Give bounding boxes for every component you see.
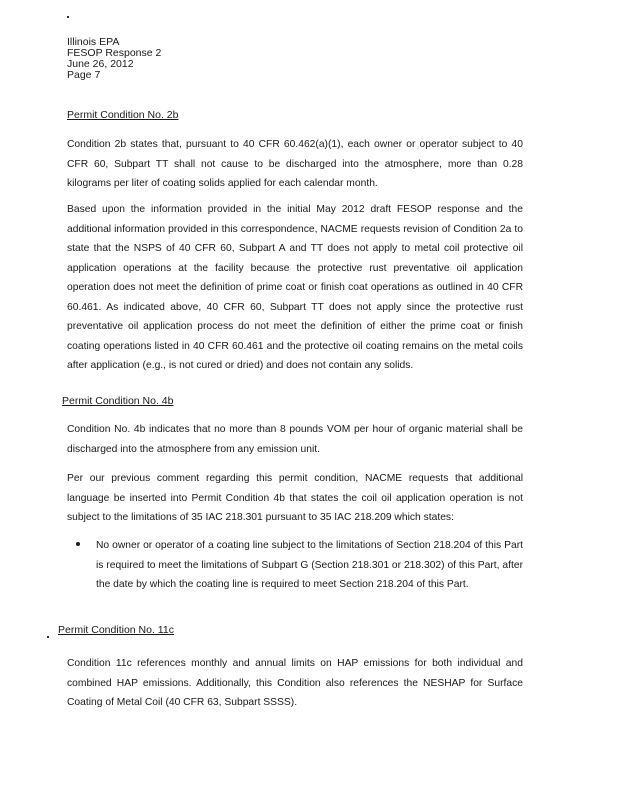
scan-speck <box>67 16 69 18</box>
bullet-icon <box>76 542 80 546</box>
paragraph-11c-summary: Condition 11c references monthly and annual limits on HAP emissions for both individual and combined HAP emissions. Additionally, this Condition also references the NESHAP for Surface Coating of Metal Coil (40 CFR 63, Subpart SSSS). <box>67 658 523 708</box>
letter-header <box>67 37 161 81</box>
paragraph-2b-request: Based upon the information provided in the initial May 2012 draft FESOP response and the additional information provided in this correspondence, NACME requests revision of Condition 2a to state that the NSPS of 40 CFR 60, Subpart A and TT does not apply to metal coil protective oil application operations at the facility because the protective rust preventative oil application operation does not meet the definition of prime coat or finish coat operations as outlined in 40 CFR 60.461. As indicated above, 40 CFR 60, Subpart TT does not apply since the protective rust preventative oil application process do not meet the definition of either the prime coat or finish coating operations listed in 40 CFR 60.461 and the protective oil coating remains on the metal coils after application (e.g., is not cured or dried) and does not contain any solids. <box>67 204 523 371</box>
section-heading-2b: Permit Condition No. 2b <box>67 109 179 121</box>
header-page-number: Page 7 <box>67 69 101 81</box>
header-date: June 26, 2012 <box>67 58 134 70</box>
scan-speck <box>47 636 49 638</box>
section-heading-11c: Permit Condition No. 11c <box>58 624 174 636</box>
paragraph-4b-request: Per our previous comment regarding this permit condition, NACME requests that additional language be inserted into Permit Condition 4b that states the coil oil application operation is not subject to the limitations of 35 IAC 218.301 pursuant to 35 IAC 218.209 which states: <box>67 473 523 523</box>
header-agency: Illinois EPA <box>67 36 120 48</box>
paragraph-4b-summary: Condition No. 4b indicates that no more than 8 pounds VOM per hour of organic material shall be discharged into the atmosphere from any emission unit. <box>67 424 523 455</box>
header-subject: FESOP Response 2 <box>67 47 162 59</box>
section-heading-4b: Permit Condition No. 4b <box>62 395 174 407</box>
bullet-item <box>76 536 523 595</box>
paragraph-2b-summary: Condition 2b states that, pursuant to 40 CFR 60.462(a)(1), each owner or operator subject to 40 CFR 60, Subpart TT shall not cause to be discharged into the atmosphere, more than 0.28 kilograms per liter of coating solids applied for each calendar month. <box>67 139 523 189</box>
bullet-quote-text: No owner or operator of a coating line subject to the limitations of Section 218.204 of this Part is required to meet the limitations of Subpart G (Section 218.301 or 218.302) of this Part, after the date by which the coating line is required to meet Section 218.204 of this Part. <box>96 540 523 590</box>
